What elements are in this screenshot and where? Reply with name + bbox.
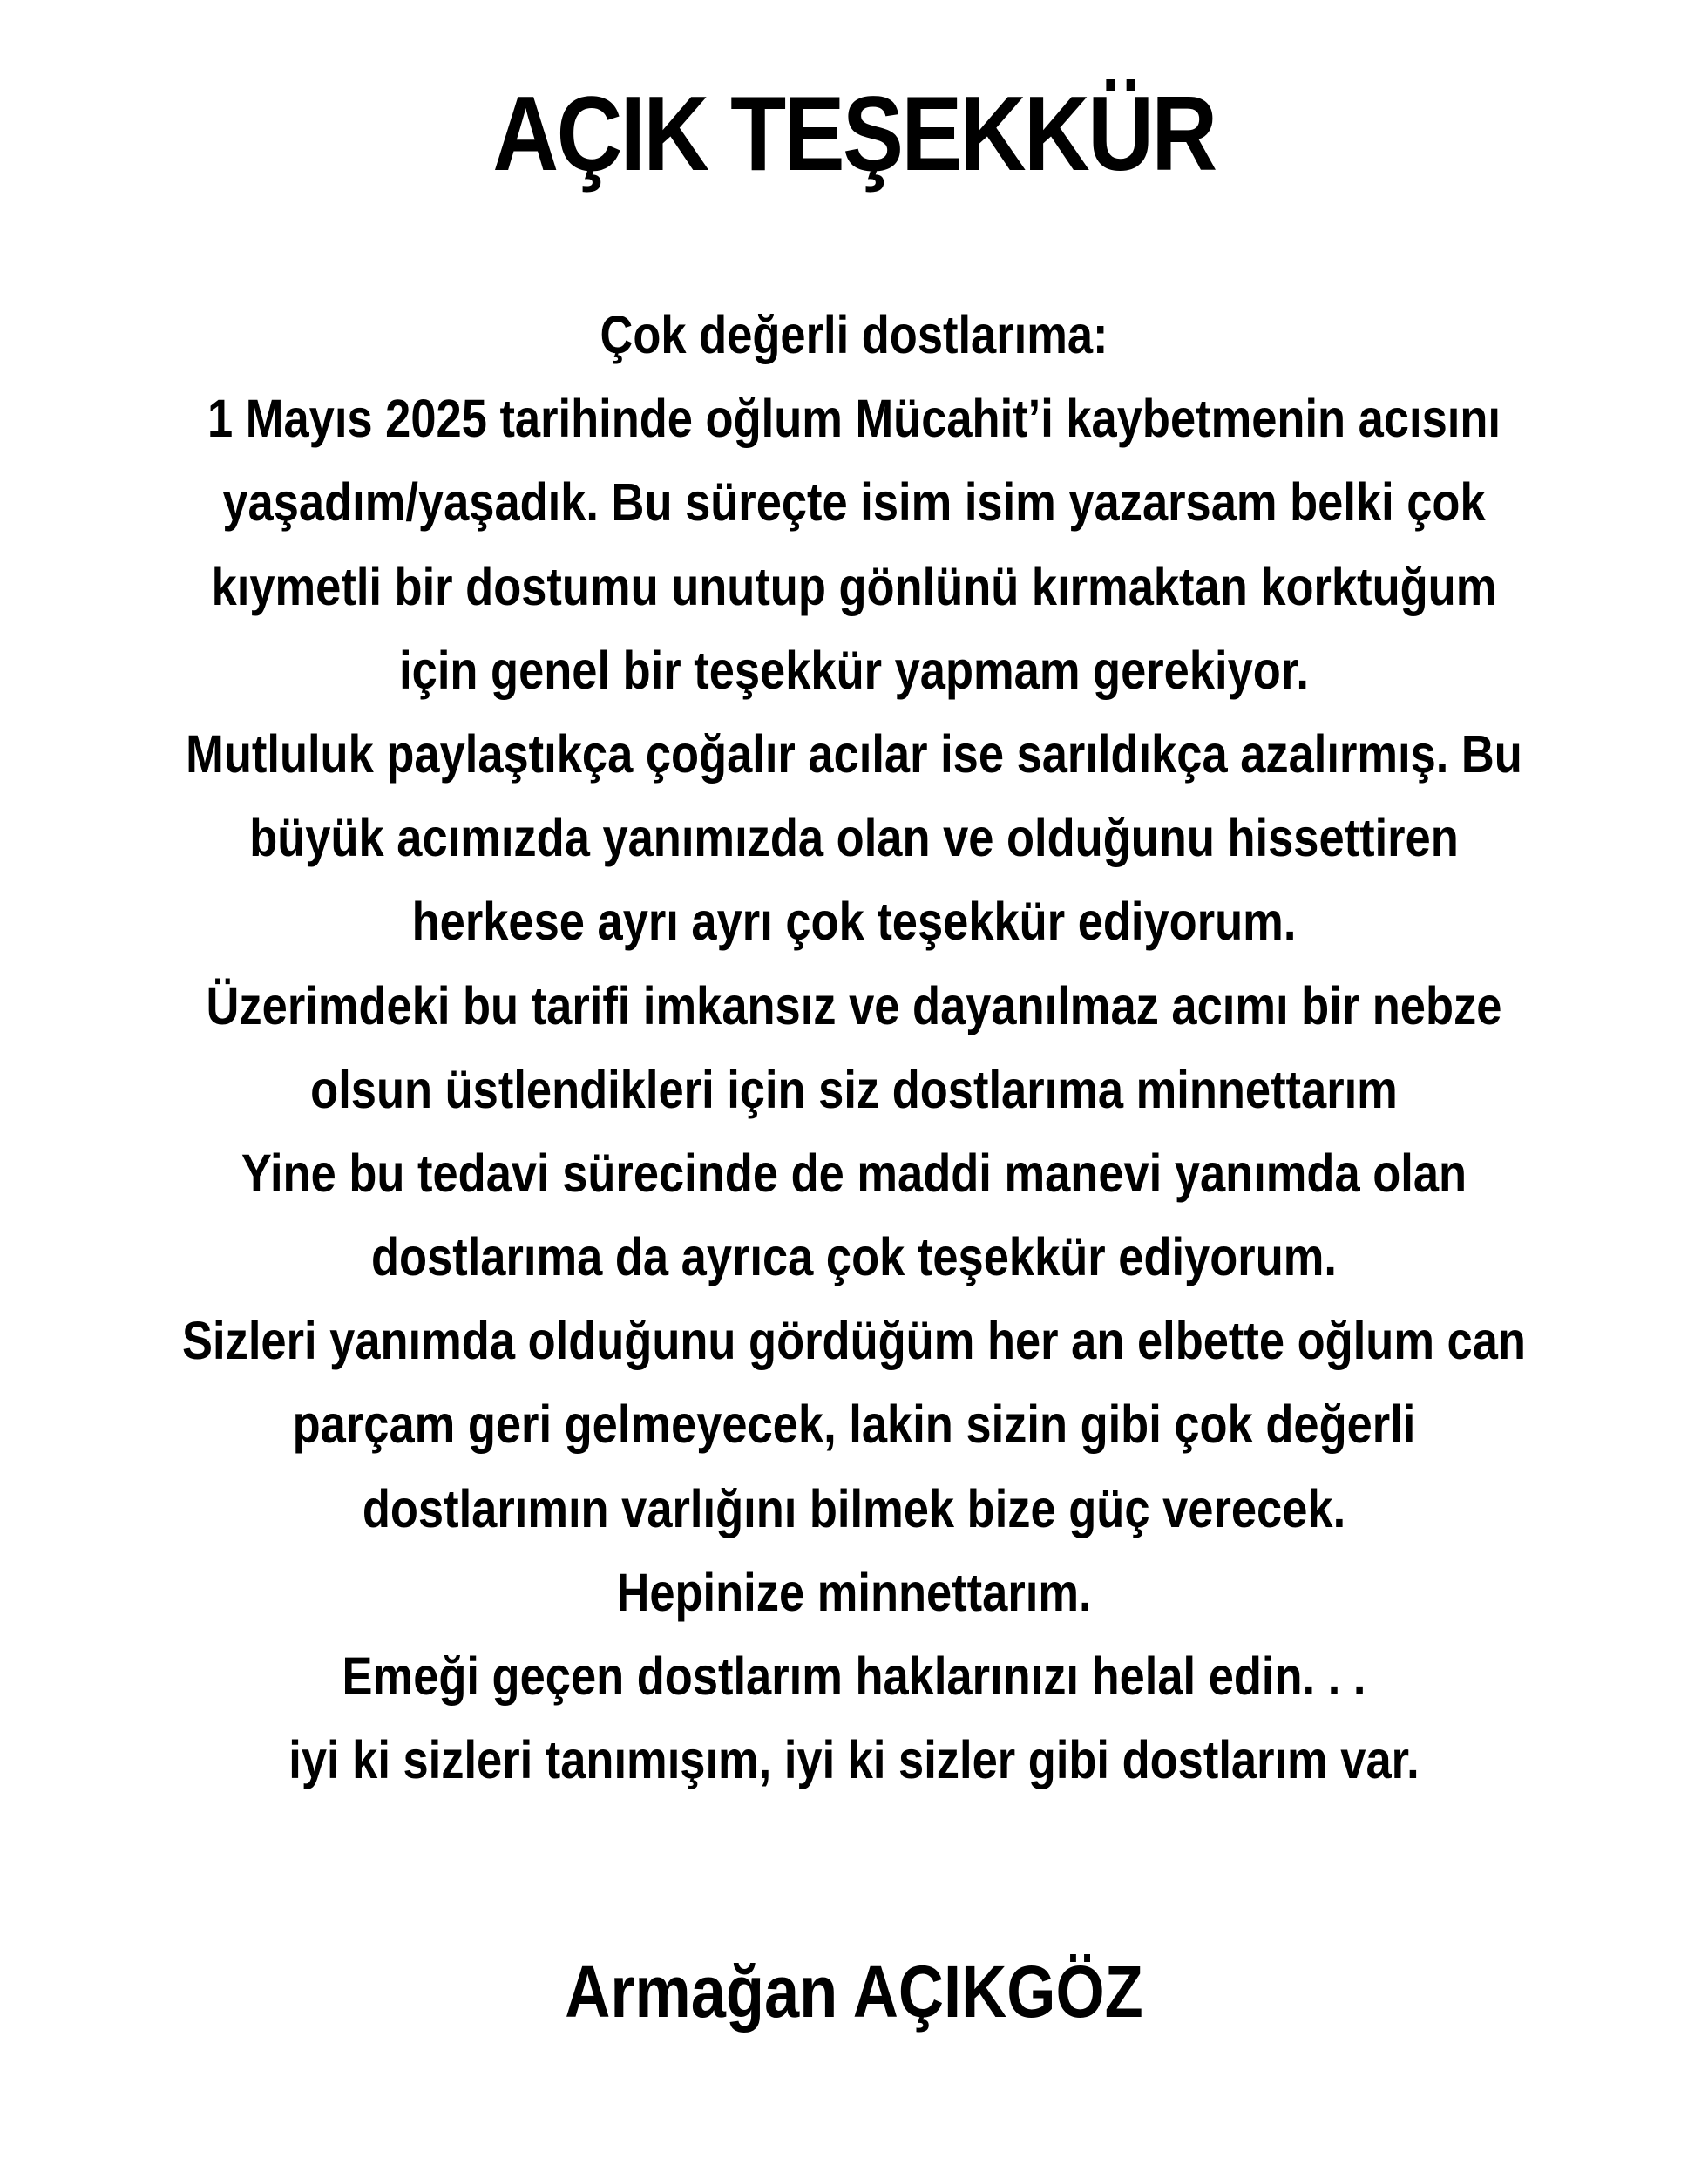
message-line: dostlarıma da ayrıca çok teşekkür ediyorum.: [370, 1227, 1337, 1287]
message-line: Sizleri yanımda olduğunu gördüğüm her an elbette oğlum can: [182, 1311, 1526, 1371]
message-line: 1 Mayıs 2025 tarihinde oğlum Mücahit’i kaybetmenin acısını: [207, 389, 1501, 449]
message-line: yaşadım/yaşadık. Bu süreçte isim isim yazarsam belki çok: [222, 472, 1486, 533]
message-line: iyi ki sizleri tanımışım, iyi ki sizler gibi dostlarım var.: [288, 1730, 1420, 1790]
message-line: olsun üstlendikleri için siz dostlarıma minnettarım: [310, 1059, 1398, 1119]
message-line: herkese ayrı ayrı çok teşekkür ediyorum.: [411, 892, 1297, 952]
message-line: parçam geri gelmeyecek, lakin sizin gibi çok değerli: [292, 1395, 1416, 1455]
message-line: Mutluluk paylaştıkça çoğalır acılar ise sarıldıkça azalırmış. Bu: [186, 723, 1522, 784]
message-line: Çok değerli dostlarıma:: [600, 305, 1108, 364]
message-line: için genel bir teşekkür yapmam gerekiyor.: [399, 640, 1309, 700]
message-line: dostlarımın varlığını bilmek bize güç verecek.: [362, 1478, 1346, 1538]
message-line: büyük acımızda yanımızda olan ve olduğunu hissettiren: [249, 808, 1459, 868]
message-line: kıymetli bir dostumu unutup gönlünü kırmaktan korktuğum: [211, 556, 1497, 616]
page-title: AÇIK TEŞEKKÜR: [492, 74, 1216, 193]
message-line: Yine bu tedavi sürecinde de maddi manevi yanımda olan: [241, 1143, 1467, 1203]
message-line: Hepinize minnettarım.: [616, 1562, 1092, 1622]
message-body: [0, 293, 1708, 1802]
message-line: Emeği geçen dostlarım haklarınızı helal edin. . .: [342, 1646, 1366, 1706]
message-line: Üzerimdeki bu tarifi imkansız ve dayanılmaz acımı bir nebze: [206, 975, 1502, 1035]
signature: Armağan AÇIKGÖZ: [565, 1951, 1143, 2033]
